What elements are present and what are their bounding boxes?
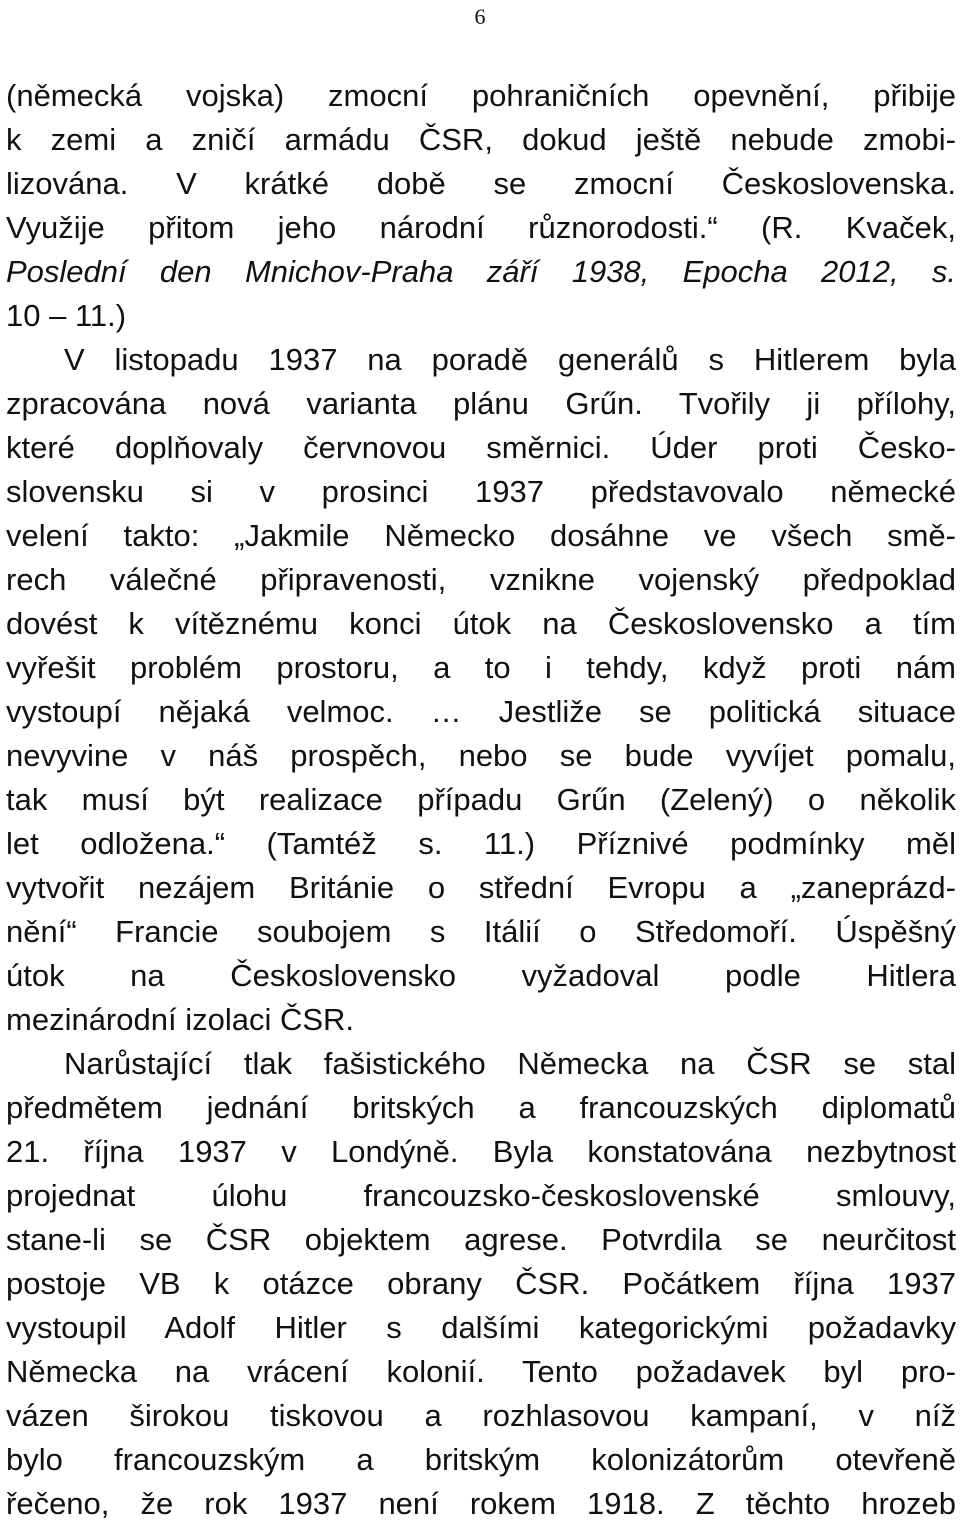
text-line: vystoupil Adolf Hitler s dalšími kategorickými požadavky xyxy=(6,1310,956,1345)
paragraph-end-line: mezinárodní izolaci ČSR. xyxy=(6,1002,355,1037)
text-line: Využije přitom jeho národní různorodosti.“ (R. Kvaček, xyxy=(6,210,956,245)
text-line: nevyvine v náš prospěch, nebo se bude vyvíjet pomalu, xyxy=(6,738,956,773)
text-line: nění“ Francie soubojem s Itálií o Středomoří. Úspěšný xyxy=(6,914,956,949)
text-line: vystoupí nějaká velmoc. … Jestliže se politická situace xyxy=(6,694,956,729)
text-line: postoje VB k otázce obrany ČSR. Počátkem října 1937 xyxy=(6,1266,956,1301)
page-number: 6 xyxy=(474,4,486,29)
text-line: vázen širokou tiskovou a rozhlasovou kampaní, v níž xyxy=(6,1398,956,1433)
paragraph-start-line: V listopadu 1937 na poradě generálů s Hitlerem byla xyxy=(64,342,956,377)
text-line: útok na Československo vyžadoval podle Hitlera xyxy=(6,958,956,993)
text-line: Německa na vrácení kolonií. Tento požadavek byl pro- xyxy=(6,1354,956,1389)
text-line: projednat úlohu francouzsko-československé smlouvy, xyxy=(6,1178,956,1213)
text-line: lizována. V krátké době se zmocní Československa. xyxy=(6,166,956,201)
text-line: let odložena.“ (Tamtéž s. 11.) Příznivé podmínky měl xyxy=(6,826,956,861)
text-line: (německá vojska) zmocní pohraničních opevnění, přibije xyxy=(6,78,956,113)
text-line: které doplňovaly červnovou směrnici. Úder proti Česko- xyxy=(6,430,956,465)
text-line: vytvořit nezájem Británie o střední Evropu a „zaneprázd- xyxy=(6,870,956,905)
text-line: dovést k vítěznému konci útok na Československo a tím xyxy=(6,606,956,641)
text-line: tak musí být realizace případu Grűn (Zelený) o několik xyxy=(6,782,956,817)
citation-line: 10 – 11.) xyxy=(6,298,127,333)
body-text xyxy=(6,74,956,1526)
text-line: zpracována nová varianta plánu Grűn. Tvořily ji přílohy, xyxy=(6,386,956,421)
text-line: řečeno, že rok 1937 není rokem 1918. Z těchto hrozeb xyxy=(6,1486,956,1521)
text-line: předmětem jednání britských a francouzských diplomatů xyxy=(6,1090,956,1125)
text-line: rech válečné připravenosti, vznikne vojenský předpoklad xyxy=(6,562,956,597)
text-line: bylo francouzským a britským kolonizátorům otevřeně xyxy=(6,1442,956,1477)
text-line: 21. října 1937 v Londýně. Byla konstatována nezbytnost xyxy=(6,1134,956,1169)
text-line: vyřešit problém prostoru, a to i tehdy, když proti nám xyxy=(6,650,956,685)
citation-line: Poslední den Mnichov-Praha září 1938, Epocha 2012, s. xyxy=(6,254,956,289)
text-line: k zemi a zničí armádu ČSR, dokud ještě nebude zmobi- xyxy=(6,122,956,157)
text-line: stane-li se ČSR objektem agrese. Potvrdila se neurčitost xyxy=(6,1222,956,1257)
text-line: slovensku si v prosinci 1937 představovalo německé xyxy=(6,474,956,509)
text-line: velení takto: „Jakmile Německo dosáhne ve všech smě- xyxy=(6,518,956,553)
paragraph-start-line: Narůstající tlak fašistického Německa na ČSR se stal xyxy=(64,1046,956,1081)
